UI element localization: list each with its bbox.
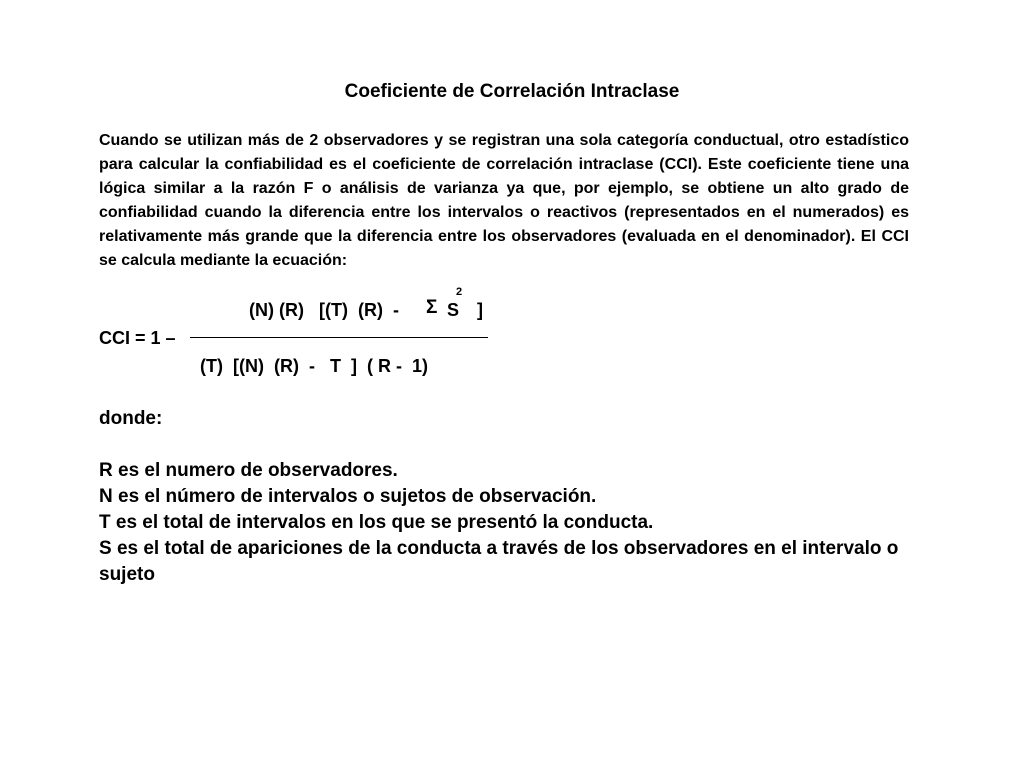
definition-item: T es el total de intervalos en los que se presentó la conducta. xyxy=(99,512,654,533)
formula-s-variable: S xyxy=(447,300,460,320)
definition-item: R es el numero de observadores. xyxy=(99,460,398,481)
formula-label: CCI = 1 – xyxy=(99,328,176,348)
definitions-heading: donde: xyxy=(99,408,163,429)
fraction-line xyxy=(190,337,488,338)
page-title: Coeficiente de Correlación Intraclase xyxy=(344,81,680,102)
definition-item: S es el total de apariciones de la conducta a través de los observadores en el intervalo o sujeto xyxy=(99,538,899,585)
intro-paragraph: Cuando se utilizan más de 2 observadores y se registran una sola categoría conductual, otro estadístico para calcular la confiabilidad es el coeficiente de correlación intraclase (CCI). Este coeficiente tiene una lógica similar a la razón F o análisis de varianza ya que, por ejemplo, se obtiene un alto grado de confiabilidad cuando la diferencia entre los intervalos o reactivos (representados en el numerados) es relativamente más grande que la diferencia entre los observadores (evaluada en el denominador). El CCI se calcula mediante la ecuación: xyxy=(99,132,909,269)
formula-superscript: 2 xyxy=(456,286,463,298)
formula-numerator: (N) (R) [(T) (R) - xyxy=(249,300,399,320)
sigma-symbol: Σ xyxy=(426,297,438,318)
definitions xyxy=(99,406,929,588)
formula-closing-bracket: ] xyxy=(477,300,483,320)
spacer xyxy=(99,432,929,458)
definition-item: N es el número de intervalos o sujetos de observación. xyxy=(99,486,597,507)
formula-denominator: (T) [(N) (R) - T ] ( R - 1) xyxy=(200,356,428,376)
